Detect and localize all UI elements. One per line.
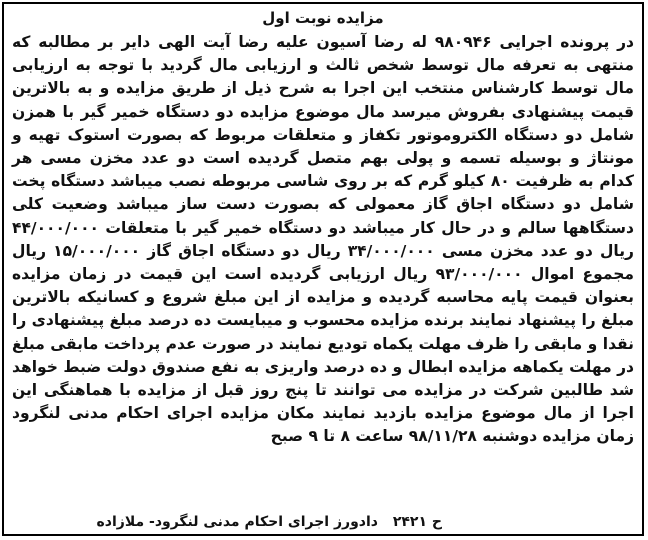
notice-footer (87, 513, 442, 531)
auction-notice (2, 2, 644, 536)
notice-code: ح ۲۴۲۱ (392, 514, 442, 530)
notice-title: مزایده نوبت اول (262, 9, 384, 27)
notice-signature: دادورز اجرای احکام مدنی لنگرود- ملازاده (96, 514, 378, 530)
notice-body: در پرونده اجرایی ۹۸۰۹۴۶ له رضا آسیون علیه رضا آیت الهی دایر بر مطالبه که منتهی به تعرفه مال توسط شخص ثالث و ارزیابی مال گردید با توجه به ارزیابی مال توسط کارشناس منتخب این اجرا به شرح ذیل از طریق مزایده و به بالاترین قیمت پیشنهادی بفروش میرسد مال موضوع مزایده دو دستگاه خمیر گیر با همزن شامل دو دستگاه الکتروموتور تکفاز و متعلقات مربوط که بصورت استوک تهیه و مونتاژ و بوسیله تسمه و پولی بهم متصل گردیده است دو عدد مخزن مسی هر کدام به ظرفیت ۸۰ کیلو گرم که بر روی شاسی مربوطه نصب میباشد دستگاه پخت شامل دو دستگاه اجاق گاز معمولی که بصورت دست ساز میباشد وضعیت کلی دستگاهها سالم و در حال کار میباشد دو دستگاه خمیر گیر با متعلقات ۴۴/۰۰۰/۰۰۰ ریال دو عدد مخزن مسی ۳۴/۰۰۰/۰۰۰ ریال دو دستگاه اجاق گاز ۱۵/۰۰۰/۰۰۰ ریال مجموع اموال ۹۳/۰۰۰/۰۰۰ ریال ارزیابی گردیده است این قیمت در زمان مزایده بعنوان قیمت پایه محاسبه گردیده و مزایده از این مبلغ شروع و کسانیکه بالاترین مبلغ را پیشنهاد نمایند برنده مزایده محسوب و میبایست ده درصد مبلغ پیشنهادی را نقدا و مابقی را ظرف مهلت یکماه تودیع نمایند در صورت عدم پرداخت مابقی مبلغ در مهلت یکماهه مزایده ابطال و ده درصد واریزی به نفع صندوق دولت ضبط خواهد شد طالبین شرکت در مزایده می توانند تا پنج روز قبل از مزایده با هماهنگی این اجرا از مال موضوع مزایده بازدید نمایند مکان مزایده اجرای احکام مدنی لنگرود زمان مزایده دوشنبه ۹۸/۱۱/۲۸ ساعت ۸ تا ۹ صبح (12, 33, 635, 446)
